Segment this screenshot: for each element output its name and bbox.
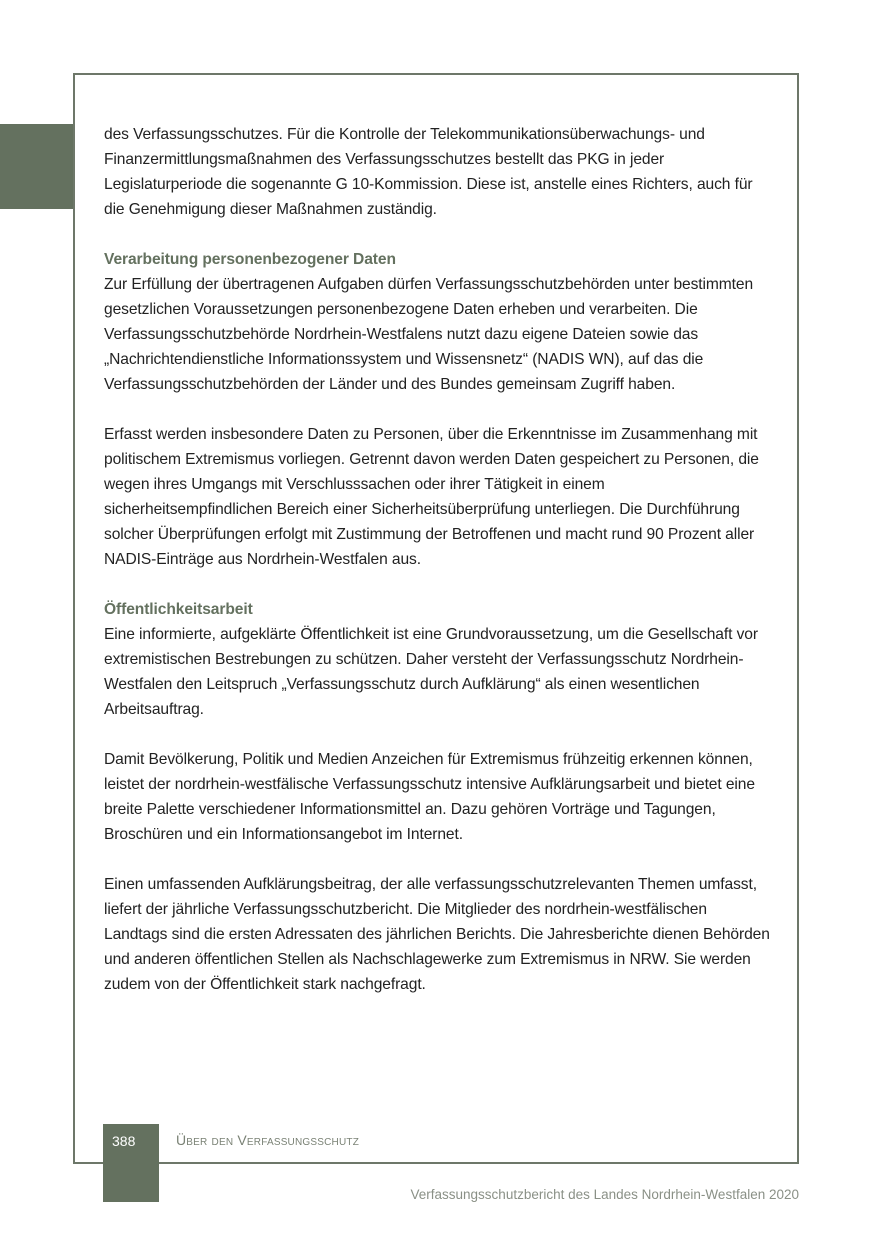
- section-heading: Öffentlichkeitsarbeit: [104, 601, 253, 618]
- paragraph: Eine informierte, aufgeklärte Öffentlichkeit ist eine Grundvoraussetzung, um die Gesellschaft vor extremistischen Bestrebungen zu schützen. Daher versteht der Verfassungsschutz Nordrhein-Westfalen den Leitspruch „Verfassungsschutz durch Aufklärung“ als einen wesentlichen Arbeitsauftrag.: [104, 626, 758, 718]
- paragraph: des Verfassungsschutzes. Für die Kontrolle der Telekommunikationsüberwachungs- und Finanzermittlungsmaßnahmen des Verfassungsschutzes bestellt das PKG in jeder Legislaturperiode die sogenannte G 10-Kommission. Diese ist, anstelle eines Richters, auch für die Genehmigung dieser Maßnahmen zuständig.: [104, 126, 753, 218]
- footer-text: Verfassungsschutzbericht des Landes Nordrhein-Westfalen 2020: [410, 1187, 799, 1202]
- section-title-text: Über den Verfassungsschutz: [176, 1132, 360, 1148]
- page-number-box: [103, 1124, 159, 1202]
- paragraph: Erfasst werden insbesondere Daten zu Personen, über die Erkenntnisse im Zusammenhang mit politischem Extremismus vorliegen. Getrennt davon werden Daten gespeichert zu Personen, die wegen ihres Umgangs mit Verschlusssachen oder ihrer Tätigkeit in einem sicherheitsempfindlichen Bereich einer Sicherheitsüberprüfung unterliegen. Die Durchführung solcher Überprüfungen erfolgt mit Zustimmung der Betroffenen und macht rund 90 Prozent aller NADIS-Einträge aus Nordrhein-Westfalen aus.: [104, 426, 759, 568]
- section-heading: Verarbeitung personenbezogener Daten: [104, 251, 396, 268]
- running-section-title: [176, 1132, 359, 1148]
- page-number: 388: [112, 1133, 136, 1149]
- paragraph: Einen umfassenden Aufklärungsbeitrag, der alle verfassungsschutzrelevanten Themen umfasst, liefert der jährliche Verfassungsschutzbericht. Die Mitglieder des nordrhein-westfälischen Landtags sind die ersten Adressaten des jährlichen Berichts. Die Jahresberichte dienen Behörden und anderen öffentlichen Stellen als Nachschlagewerke zum Extremismus in NRW. Sie werden zudem von der Öffentlichkeit stark nachgefragt.: [104, 876, 770, 993]
- paragraph: Damit Bevölkerung, Politik und Medien Anzeichen für Extremismus frühzeitig erkennen können, leistet der nordrhein-westfälische Verfassungsschutz intensive Aufklärungsarbeit und bietet eine breite Palette verschiedener Informationsmittel an. Dazu gehören Vorträge und Tagungen, Broschüren und ein Informationsangebot im Internet.: [104, 751, 755, 843]
- main-content: [104, 122, 772, 1022]
- side-tab-marker: [0, 124, 74, 209]
- paragraph: Zur Erfüllung der übertragenen Aufgaben dürfen Verfassungsschutzbehörden unter bestimmten gesetzlichen Voraussetzungen personenbezogene Daten erheben und verarbeiten. Die Verfassungsschutzbehörde Nordrhein-Westfalens nutzt dazu eigene Dateien sowie das „Nachrichtendienstliche Informationssystem und Wissensnetz“ (NADIS WN), auf das die Verfassungsschutzbehörden der Länder und des Bundes gemeinsam Zugriff haben.: [104, 276, 754, 393]
